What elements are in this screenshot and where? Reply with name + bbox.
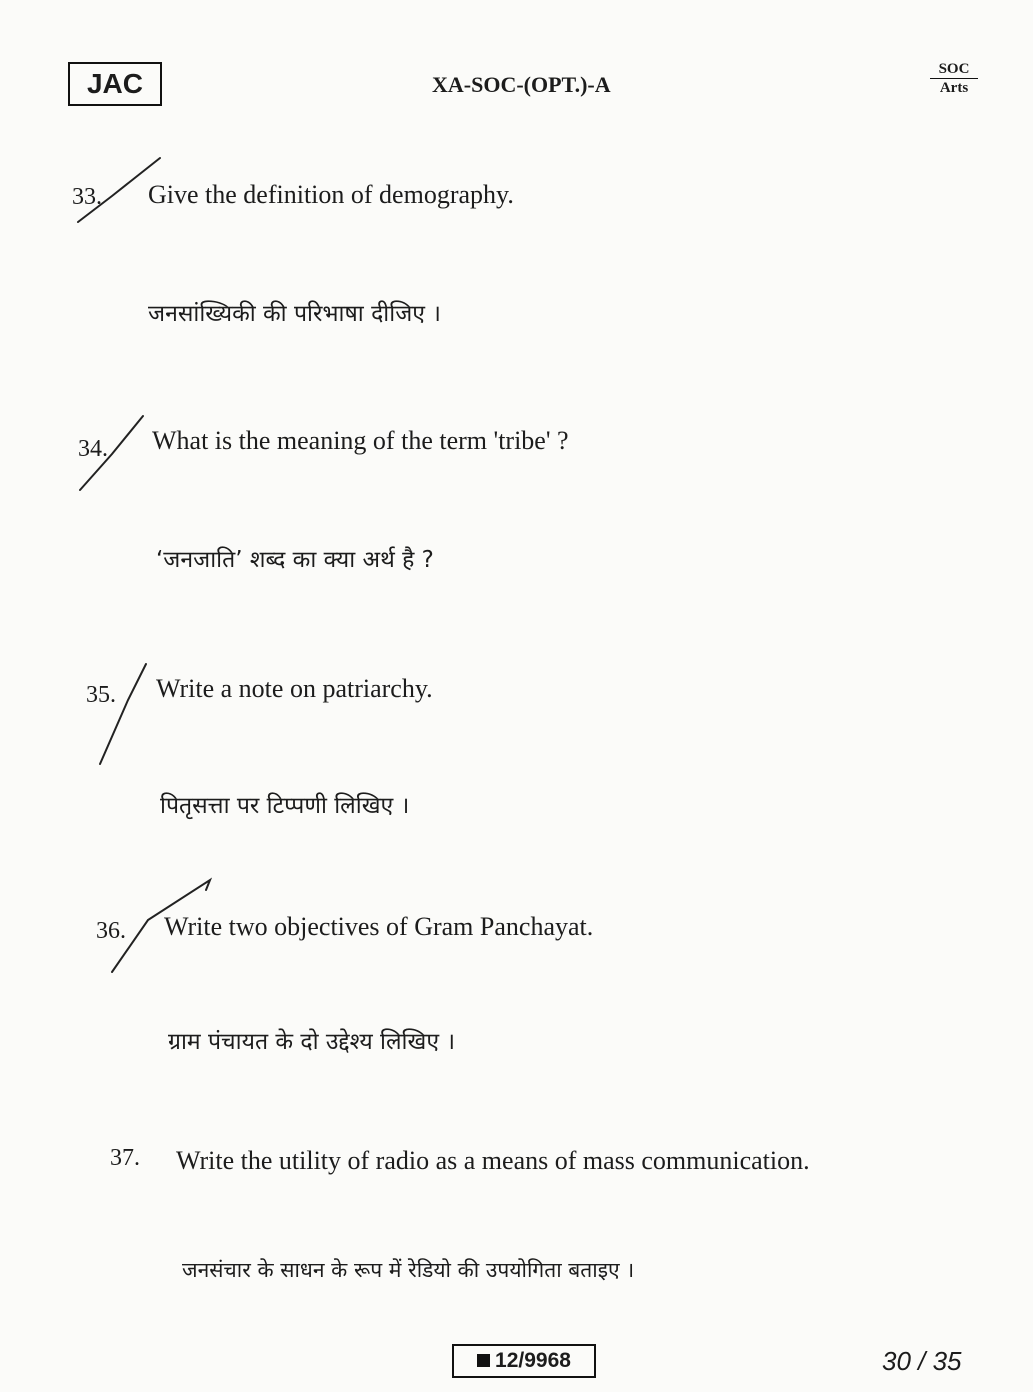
question-english: Give the definition of demography. [148,180,514,209]
subject-stream: Arts [939,80,969,96]
booklet-code: 12/9968 [495,1349,571,1372]
question-number: 34. [78,436,108,462]
question-hindi: ‘जनजाति’ शब्द का क्या अर्थ है ? [156,547,434,573]
question-english: Write two objectives of Gram Panchayat. [164,912,594,941]
question-hindi: जनसंचार के साधन के रूप में रेडियो की उपयोगिता बताइए । [182,1258,635,1282]
question-english: What is the meaning of the term 'tribe' ? [152,426,569,455]
question-number: 36. [96,918,126,944]
check-mark-34 [80,416,143,490]
page-number: 30 / 35 [882,1346,962,1376]
question-hindi: ग्राम पंचायत के दो उद्देश्य लिखिए । [168,1029,456,1055]
question-english: Write the utility of radio as a means of mass communication. [176,1146,810,1175]
question-number: 37. [110,1145,140,1171]
question-hindi: पितृसत्ता पर टिप्पणी लिखिए । [160,793,410,819]
check-mark-36 [112,880,210,972]
paper-code: XA-SOC-(OPT.)-A [432,72,611,97]
board-logo-box: JAC [68,62,162,106]
check-mark-35 [100,664,146,764]
question-number: 35. [86,682,116,708]
check-mark-33 [78,158,160,222]
question-english: Write a note on patriarchy. [156,674,433,703]
subject-code: SOC [930,60,978,79]
question-hindi: जनसांख्यिकी की परिभाषा दीजिए । [148,301,442,327]
question-number: 33. [72,184,102,210]
